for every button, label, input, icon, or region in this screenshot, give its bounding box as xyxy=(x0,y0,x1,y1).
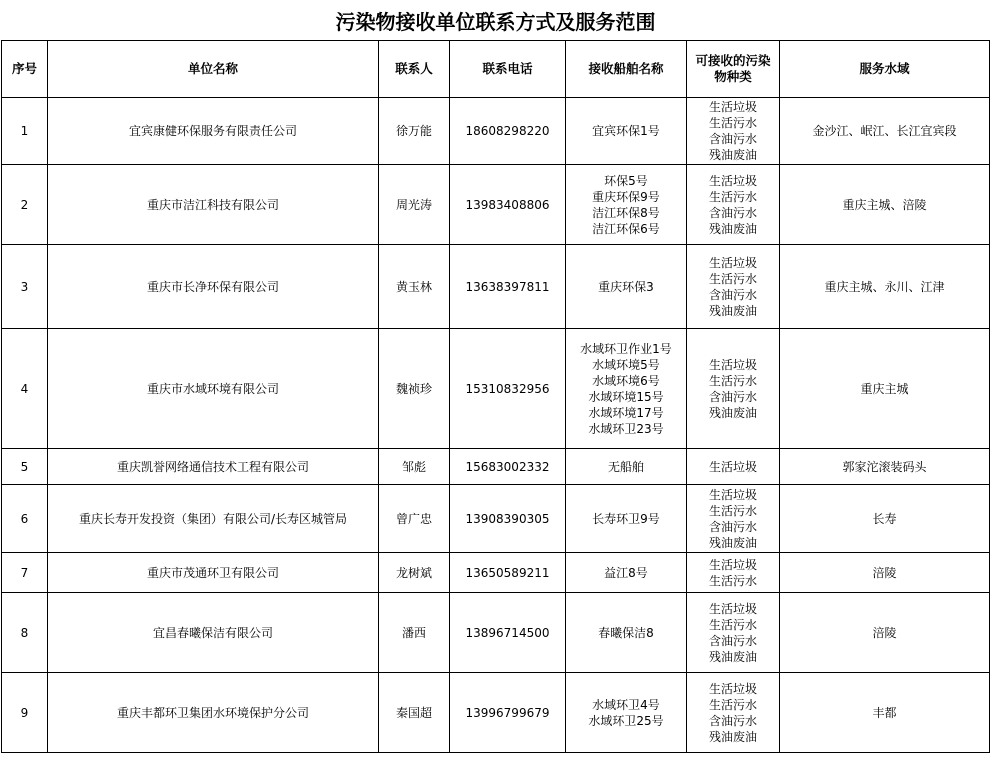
cell-contact: 曾广忠 xyxy=(379,485,450,553)
cell-contact: 龙树斌 xyxy=(379,553,450,593)
cell-no: 3 xyxy=(2,245,48,329)
cell-ship: 无船舶 xyxy=(566,449,687,485)
cell-phone: 13896714500 xyxy=(450,593,566,673)
cell-types: 生活垃圾 xyxy=(687,449,780,485)
cell-area: 重庆主城 xyxy=(780,329,990,449)
cell-no: 2 xyxy=(2,165,48,245)
cell-area: 涪陵 xyxy=(780,593,990,673)
cell-types: 生活垃圾 生活污水 xyxy=(687,553,780,593)
cell-ship: 重庆环保3 xyxy=(566,245,687,329)
cell-ship: 水域环卫4号 水域环卫25号 xyxy=(566,673,687,753)
cell-unit: 重庆长寿开发投资（集团）有限公司/长寿区城管局 xyxy=(48,485,379,553)
cell-area: 涪陵 xyxy=(780,553,990,593)
cell-types: 生活垃圾 生活污水 含油污水 残油废油 xyxy=(687,485,780,553)
cell-no: 6 xyxy=(2,485,48,553)
cell-area: 重庆主城、涪陵 xyxy=(780,165,990,245)
cell-no: 5 xyxy=(2,449,48,485)
cell-types: 生活垃圾 生活污水 含油污水 残油废油 xyxy=(687,165,780,245)
cell-phone: 15310832956 xyxy=(450,329,566,449)
col-header-phone: 联系电话 xyxy=(450,41,566,98)
col-header-unit: 单位名称 xyxy=(48,41,379,98)
cell-area: 长寿 xyxy=(780,485,990,553)
cell-no: 1 xyxy=(2,98,48,165)
cell-ship: 水域环卫作业1号 水域环境5号 水域环境6号 水域环境15号 水域环境17号 水域环卫23号 xyxy=(566,329,687,449)
cell-phone: 13650589211 xyxy=(450,553,566,593)
cell-phone: 18608298220 xyxy=(450,98,566,165)
table-row xyxy=(2,553,990,593)
cell-ship: 春曦保洁8 xyxy=(566,593,687,673)
cell-phone: 13908390305 xyxy=(450,485,566,553)
cell-phone: 13996799679 xyxy=(450,673,566,753)
table-row xyxy=(2,593,990,673)
col-header-types: 可接收的污染 物种类 xyxy=(687,41,780,98)
cell-unit: 重庆市长净环保有限公司 xyxy=(48,245,379,329)
col-header-area: 服务水域 xyxy=(780,41,990,98)
table-row xyxy=(2,165,990,245)
table-row xyxy=(2,485,990,553)
header-row xyxy=(2,41,990,98)
cell-area: 丰都 xyxy=(780,673,990,753)
cell-types: 生活垃圾 生活污水 含油污水 残油废油 xyxy=(687,673,780,753)
cell-contact: 徐万能 xyxy=(379,98,450,165)
cell-unit: 宜昌春曦保洁有限公司 xyxy=(48,593,379,673)
table-row xyxy=(2,673,990,753)
cell-contact: 黄玉林 xyxy=(379,245,450,329)
page-title: 污染物接收单位联系方式及服务范围 xyxy=(335,9,656,34)
cell-types: 生活垃圾 生活污水 含油污水 残油废油 xyxy=(687,593,780,673)
cell-phone: 15683002332 xyxy=(450,449,566,485)
cell-no: 4 xyxy=(2,329,48,449)
cell-no: 8 xyxy=(2,593,48,673)
cell-contact: 秦国超 xyxy=(379,673,450,753)
cell-types: 生活垃圾 生活污水 含油污水 残油废油 xyxy=(687,245,780,329)
cell-unit: 重庆市茂通环卫有限公司 xyxy=(48,553,379,593)
cell-unit: 重庆丰都环卫集团水环境保护分公司 xyxy=(48,673,379,753)
cell-contact: 魏祯珍 xyxy=(379,329,450,449)
cell-unit: 重庆市水域环境有限公司 xyxy=(48,329,379,449)
cell-contact: 周光涛 xyxy=(379,165,450,245)
table-row xyxy=(2,98,990,165)
cell-area: 重庆主城、永川、江津 xyxy=(780,245,990,329)
cell-area: 金沙江、岷江、长江宜宾段 xyxy=(780,98,990,165)
col-header-no: 序号 xyxy=(2,41,48,98)
cell-types: 生活垃圾 生活污水 含油污水 残油废油 xyxy=(687,329,780,449)
cell-area: 郭家沱滚装码头 xyxy=(780,449,990,485)
cell-contact: 潘西 xyxy=(379,593,450,673)
cell-unit: 重庆凯誉网络通信技术工程有限公司 xyxy=(48,449,379,485)
cell-phone: 13638397811 xyxy=(450,245,566,329)
table-row xyxy=(2,449,990,485)
cell-types: 生活垃圾 生活污水 含油污水 残油废油 xyxy=(687,98,780,165)
cell-ship: 宜宾环保1号 xyxy=(566,98,687,165)
cell-unit: 重庆市洁江科技有限公司 xyxy=(48,165,379,245)
cell-ship: 长寿环卫9号 xyxy=(566,485,687,553)
contact-table xyxy=(1,40,990,753)
table-row xyxy=(2,245,990,329)
cell-unit: 宜宾康健环保服务有限责任公司 xyxy=(48,98,379,165)
cell-phone: 13983408806 xyxy=(450,165,566,245)
cell-ship: 益江8号 xyxy=(566,553,687,593)
col-header-ship: 接收船舶名称 xyxy=(566,41,687,98)
cell-contact: 邹彪 xyxy=(379,449,450,485)
cell-no: 7 xyxy=(2,553,48,593)
table-row xyxy=(2,329,990,449)
cell-no: 9 xyxy=(2,673,48,753)
cell-ship: 环保5号 重庆环保9号 洁江环保8号 洁江环保6号 xyxy=(566,165,687,245)
col-header-contact: 联系人 xyxy=(379,41,450,98)
